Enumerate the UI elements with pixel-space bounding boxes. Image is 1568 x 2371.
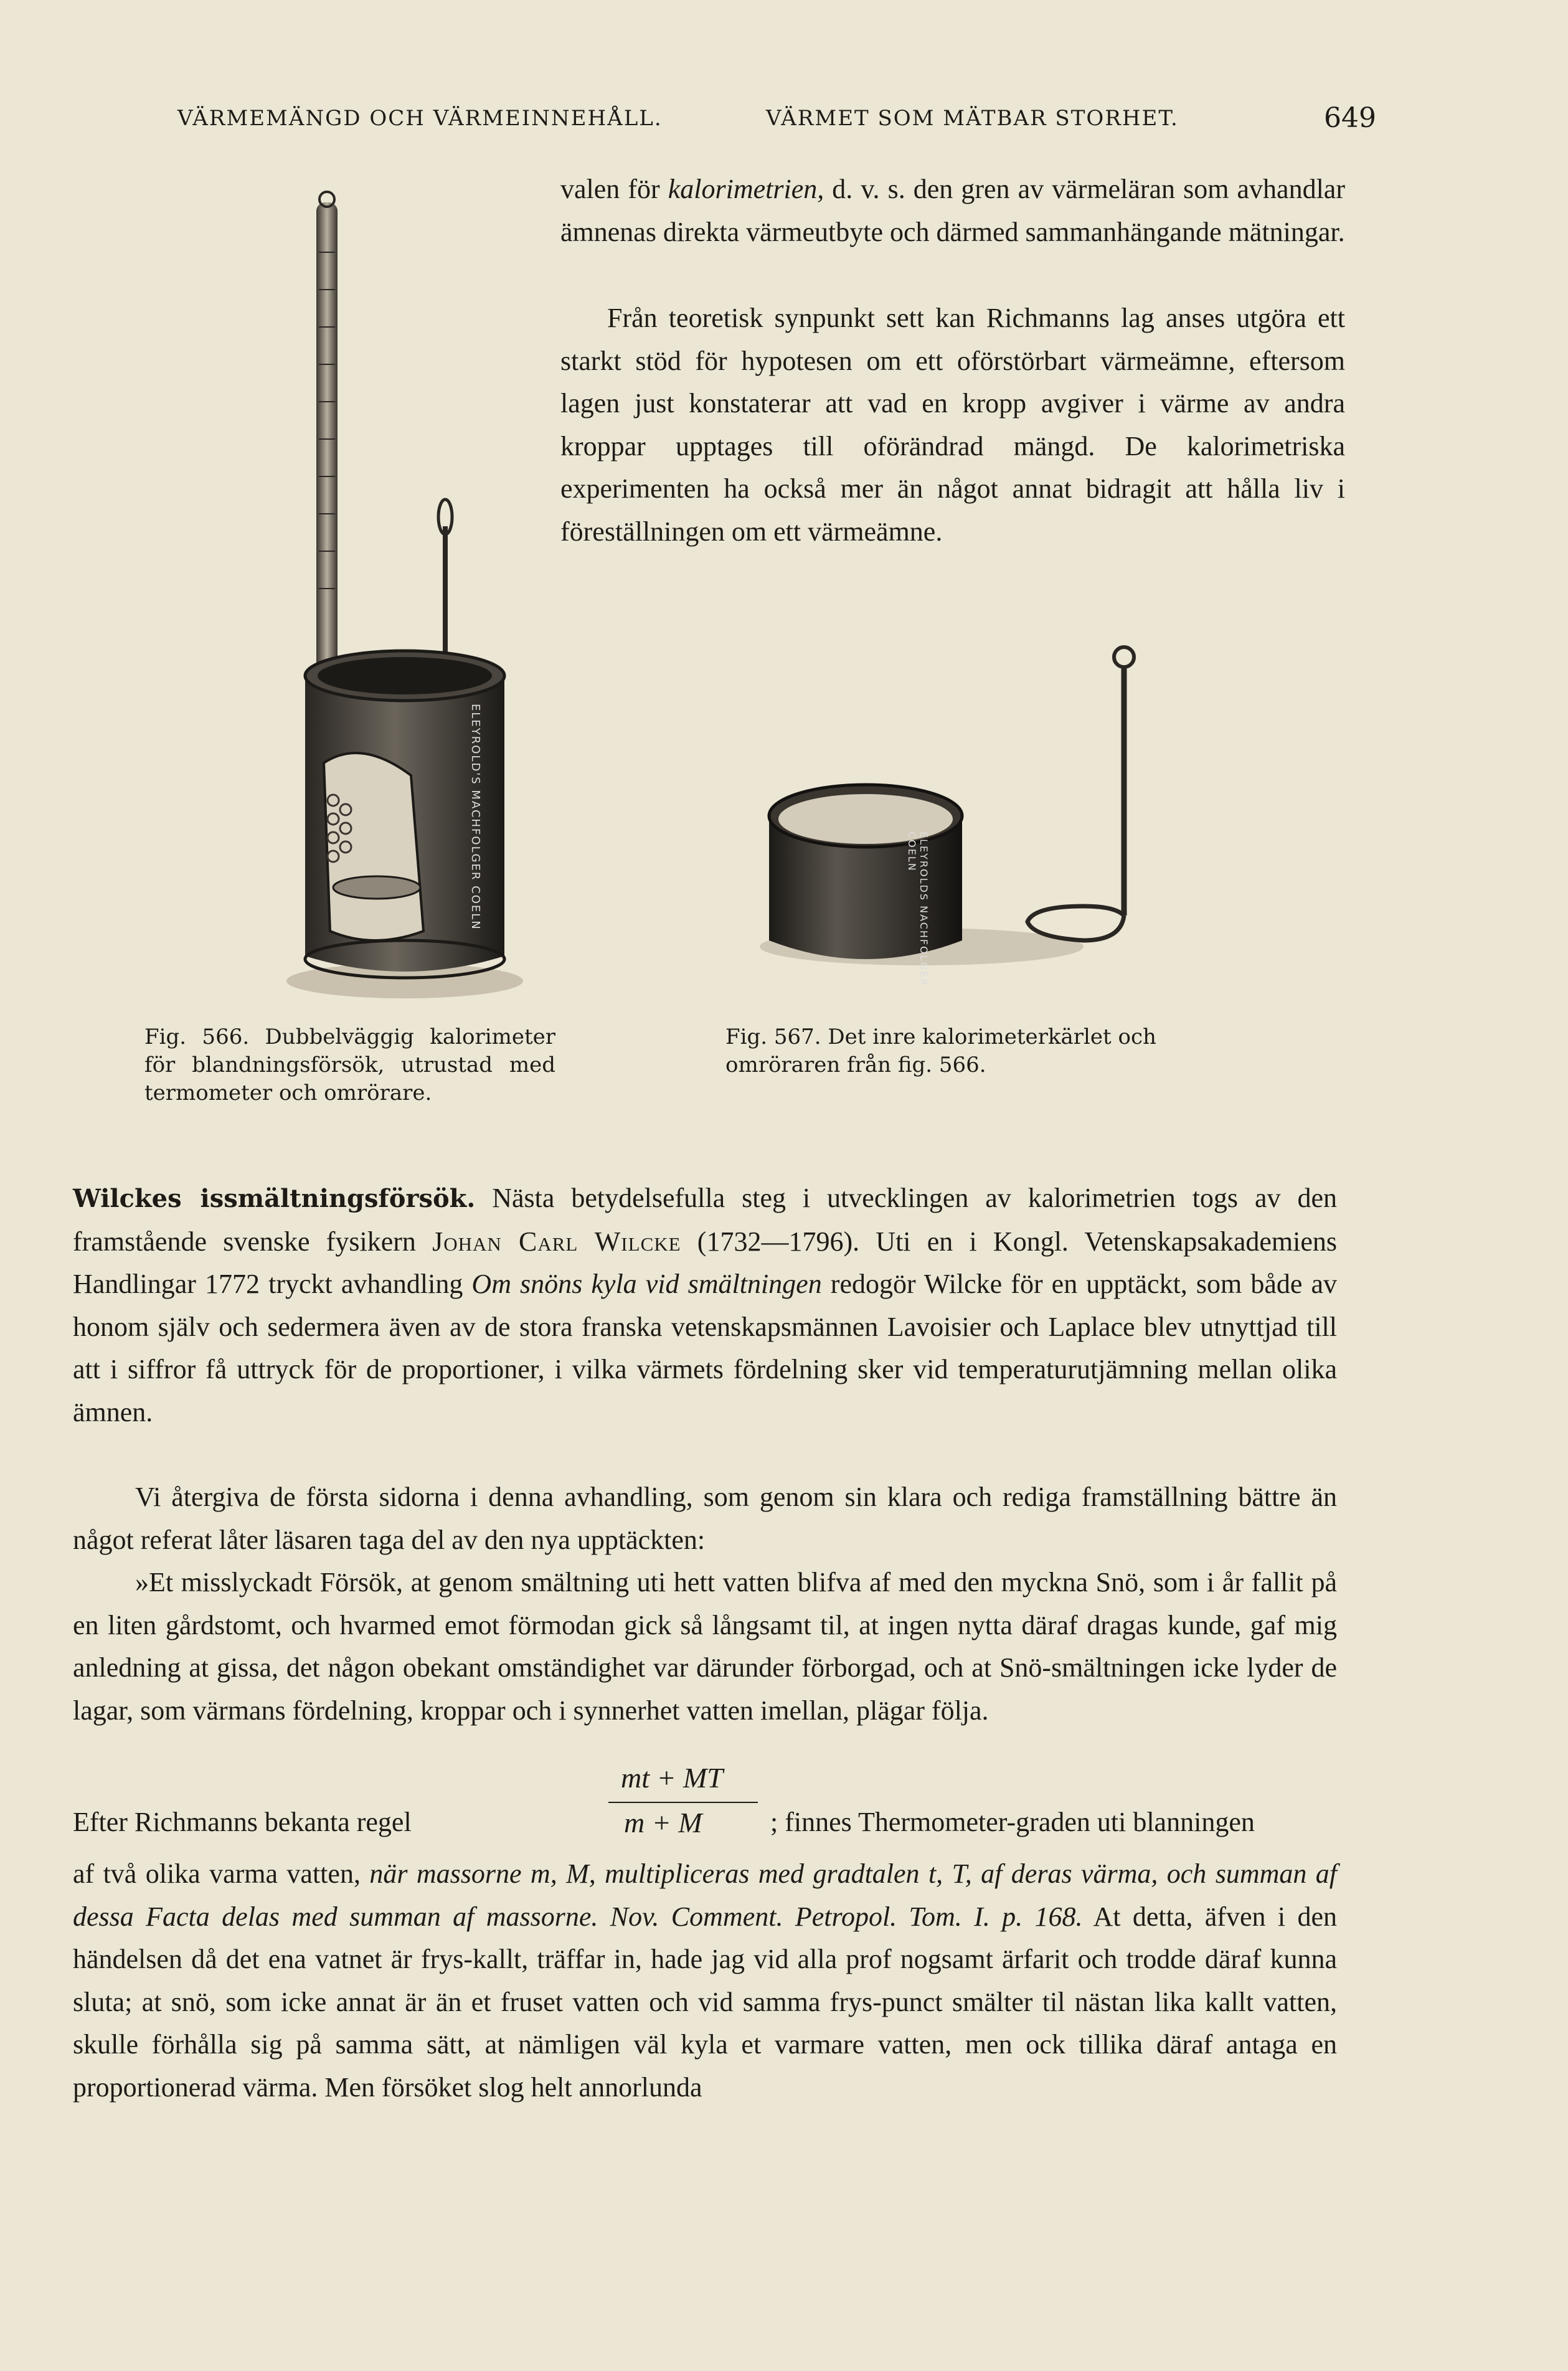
column-paragraph-1: valen för kalorimetrien, d. v. s. den gren av värmeläran som avhandlar ämnenas direkta värmeutbyte och därmed sammanhängande mätningar. xyxy=(560,174,1345,247)
richmann-formula xyxy=(562,1756,761,1850)
body-paragraph-final: af två olika varma vatten, när massorne m, M, multipliceras med gradtalen t, T, af deras värma, och summan af dessa Facta delas med summan af massorne. Nov. Comment. Petropol. Tom. I. p. 168. At detta, äfven i den händelsen då det ena vatnet är frys-kallt, träffar in, hade jag vid alla prof nogsamt ärfarit och trodde däraf kunna sluta; at snö, som icke annat är än et fruset vatten och vid samma frys-punct smälter til nästan lika kallt vatten, skulle förhålla sig på samma sätt, at nämligen väl kyla et varmare vatten, men ock tillika däraf antaga en proportionerad värma. Men försöket slog helt annorlunda xyxy=(73,1858,1338,2103)
column-paragraph-2: Från teoretisk synpunkt sett kan Richmanns lag anses utgöra ett starkt stöd för hypotesen om ett oförstörbart värmeämne, eftersom lagen just konstaterar att vad en kropp avgiver i värme av andra kroppar upptages till oförändrad mängd. De kalorimetriska experimenten ha också mer än något annat bidragit att hålla liv i föreställningen om ett värmeämne. xyxy=(560,303,1345,547)
header-left: VÄRMEMÄNGD OCH VÄRMEINNEHÅLL. xyxy=(177,106,663,131)
page-number: 649 xyxy=(1324,102,1376,134)
caption-fig-567: Fig. 567. Det inre kalorimeterkärlet och omröraren från fig. 566. xyxy=(725,1025,1156,1077)
caption-fig-566: Fig. 566. Dubbelväggig kalorimeter för blandningsförsök, utrustad med termometer och omrörare. xyxy=(144,1025,555,1105)
formula-denominator: m + M xyxy=(624,1807,702,1839)
body-paragraph-wilcke: Wilckes issmältningsförsök. Nästa betydelsefulla steg i utvecklingen av kalorimetrien togs av den framstående svenske fysikern Johan Carl Wilcke (1732—1796). Uti en i Kongl. Vetenskapsakademiens Handlingar 1772 tryckt avhandling Om snöns kyla vid smältningen redogör Wilcke för en upptäckt, som både av honom själv och sedermera även av de stora franska vetenskapsmännen Lavoisier och Laplace blev utnyttjad till att i siffror få uttryck för de proportioner, i vilka värmets fördelning sker vid temperaturutjämning mellan olika ämnen. xyxy=(73,1183,1338,1427)
thermometer xyxy=(316,202,338,713)
calorimeter-illustration xyxy=(262,177,523,1012)
italic-term: kalorimetrien, xyxy=(668,174,824,204)
body-paragraph-quote: »Et misslyckadt Försök, at genom smältning uti hett vatten blifva af med den myckna Snö, som i år fallit på en liten gårdstomt, och hvarmed emot förmodan gick så långsamt til, at ingen nytta däraf dragas kunde, gaf mig anledning at gissa, det någon obekant omständighet var därunder förborgad, och at Snö-smältningen icke lyder de lagar, som värmans fördelning, kroppar och i synnerhet vatten imellan, plägar följa. xyxy=(73,1567,1337,1726)
section-title: Wilckes issmältningsförsök. xyxy=(73,1184,476,1213)
formula-line xyxy=(73,1756,1337,1856)
manufacturer-label: ELEYROLD'S MACHFOLGER COELN xyxy=(469,704,482,930)
person-name: Johan Carl Wilcke xyxy=(432,1226,681,1257)
inner-vessel-illustration xyxy=(735,629,1171,990)
figure-567 xyxy=(735,629,1171,990)
formula-numerator: mt + MT xyxy=(621,1762,723,1794)
body-paragraph-intro: Vi återgiva de första sidorna i denna avhandling, som genom sin klara och rediga framställning bättre än något referat låter läsaren taga del av den nya upptäckten: xyxy=(73,1482,1337,1555)
formula-suffix: ; finnes Thermometer-graden uti blanningen xyxy=(770,1807,1255,1837)
formula-prefix: Efter Richmanns bekanta regel xyxy=(73,1807,412,1837)
figure-566 xyxy=(262,177,523,1012)
manufacturer-label-2: ELEYROLDS NACHFOLGER COELN xyxy=(906,831,930,987)
header-mid: VÄRMET SOM MÄTBAR STORHET. xyxy=(766,106,1179,131)
fraction-bar xyxy=(608,1802,758,1803)
